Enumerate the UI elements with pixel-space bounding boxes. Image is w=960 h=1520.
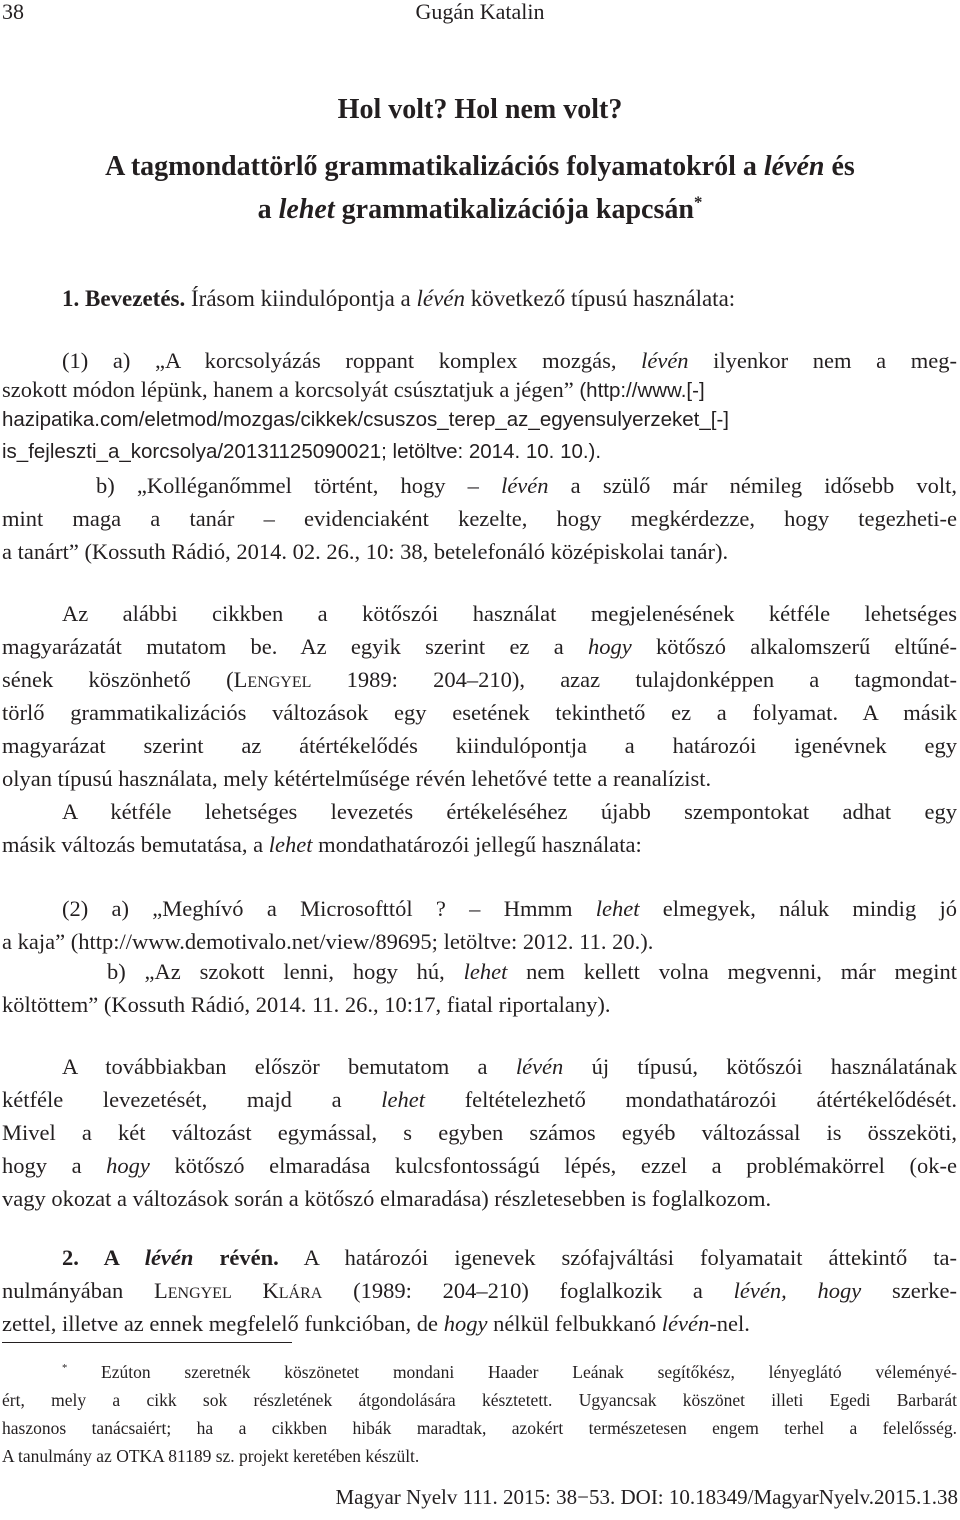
example-1a-line2: szokott módon lépünk, hanem a korcsolyát csúsztatjuk a jégen” (http://www.[-]	[2, 377, 705, 402]
para1-line8: másik változás bemutatása, a lehet mondathatározói jellegű használata:	[2, 832, 642, 857]
footnote-line2: ért, mely a cikk sok részletének átgondolására késztetett. Ugyancsak köszönet illeti Egedi Barbarát	[2, 1390, 957, 1410]
journal-citation-footer: Magyar Nyelv 111. 2015: 38−53. DOI: 10.18349/MagyarNyelv.2015.1.38	[335, 1485, 958, 1509]
para2-line1: A továbbiakban először bemutatom a lévén új típusú, kötőszói használatának	[62, 1054, 957, 1079]
section-2-line2: nulmányában Lengyel Klára (1989: 204–210) foglalkozik a lévén, hogy szerke-	[2, 1278, 957, 1303]
footnote-line1: * Ezúton szeretnék köszönetet mondani Haader Leának segítőkész, lényeglátó véleményé-	[62, 1362, 957, 1382]
page-number: 38	[2, 0, 24, 24]
para2-line4: hogy a hogy kötőszó elmaradása kulcsfontosságú lépés, ezzel a problémakörrel (ok-e	[2, 1153, 957, 1178]
para1-line5: magyarázat szerint az átértékelődés kiindulópontja a határozói igenévnek egy	[2, 733, 957, 758]
footnote-separator	[2, 1342, 292, 1343]
section-1-heading: 1. Bevezetés.	[62, 286, 186, 311]
footnote-line4: A tanulmány az OTKA 81189 sz. projekt keretében készült.	[2, 1446, 420, 1466]
para1-line3: sének köszönhető (Lengyel 1989: 204–210), azaz tulajdonképpen a tagmondat-	[2, 667, 957, 692]
example-2b-line1: b) „Az szokott lenni, hogy hú, lehet nem kellett volna megvenni, már megint	[107, 959, 957, 984]
footnote-reference: *	[693, 192, 703, 212]
example-1a-line1: (1) a) „A korcsolyázás roppant komplex mozgás, lévén ilyenkor nem a meg-	[62, 348, 957, 373]
para1-line7: A kétféle lehetséges levezetés értékeléséhez újabb szempontokat adhat egy	[62, 799, 957, 824]
para1-line2: magyarázatát mutatom be. Az egyik szerint ez a hogy kötőszó alkalomszerű eltűné-	[2, 634, 957, 659]
para2-line2: kétféle levezetését, majd a lehet feltételezhető mondathatározói átértékelődését.	[2, 1087, 957, 1112]
example-2a-line2: a kaja” (http://www.demotivalo.net/view/89695; letöltve: 2012. 11. 20.).	[2, 929, 654, 954]
para1-line1: Az alábbi cikkben a kötőszói használat megjelenésének kétféle lehetséges	[62, 601, 957, 626]
para1-line4: törlő grammatikalizációs változások egy esetének tekinthető ez a folyamat. A másik	[2, 700, 957, 725]
example-1b-line2: mint maga a tanár – evidenciaként kezelte, hogy megkérdezze, hogy tegezheti-e	[2, 506, 957, 531]
running-head-author: Gugán Katalin	[415, 0, 545, 24]
section-2-line3: zettel, illetve az ennek megfelelő funkcióban, de hogy nélkül felbukkanó lévén-nel.	[2, 1311, 750, 1336]
example-2b-line2: költöttem” (Kossuth Rádió, 2014. 11. 26., 10:17, fiatal riportalany).	[2, 992, 611, 1017]
example-1a-url-end: is_fejleszti_a_korcsolya/20131125090021; letöltve: 2014. 10. 10.).	[2, 440, 602, 463]
section-1-intro: 1. Bevezetés. Írásom kiindulópontja a lévén következő típusú használata:	[62, 286, 736, 311]
article-title: Hol volt? Hol nem volt?	[337, 94, 623, 125]
example-1b-line1: b) „Kolléganőmmel történt, hogy – lévén a szülő már némileg idősebb volt,	[96, 473, 957, 498]
article-subtitle-line2: a lehet grammatikalizációja kapcsán*	[257, 192, 703, 225]
article-subtitle-line1: A tagmondattörlő grammatikalizációs folyamatokról a lévén és	[105, 151, 855, 182]
section-2-heading: 2. A lévén révén.	[62, 1245, 279, 1270]
para2-line3: Mivel a két változást egymással, s egyben számos egyéb változással is összeköti,	[2, 1120, 957, 1145]
footnote-line3: haszonos tanácsaiért; ha a cikkben hibák maradtak, azokért természetesen engem terhel a felelősség.	[2, 1418, 957, 1438]
para1-line6: olyan típusú használata, mely kétértelműsége révén lehetővé tette a reanalízist.	[2, 766, 712, 791]
example-2a-line1: (2) a) „Meghívó a Microsofttól ? – Hmmm lehet elmegyek, náluk mindig jó	[62, 896, 957, 921]
para2-line5: vagy okozat a változások során a kötőszó elmaradása) részletesebben is foglalkozom.	[2, 1186, 772, 1211]
example-1a-url-line: hazipatika.com/eletmod/mozgas/cikkek/csuszos_terep_az_egyensulyerzeket_[-]	[2, 408, 729, 431]
example-1b-line3: a tanárt” (Kossuth Rádió, 2014. 02. 26., 10: 38, betelefonáló középiskolai tanár).	[2, 539, 729, 564]
section-2-line1: 2. A lévén révén. A határozói igenevek szófajváltási folyamatait áttekintő ta-	[62, 1245, 957, 1270]
